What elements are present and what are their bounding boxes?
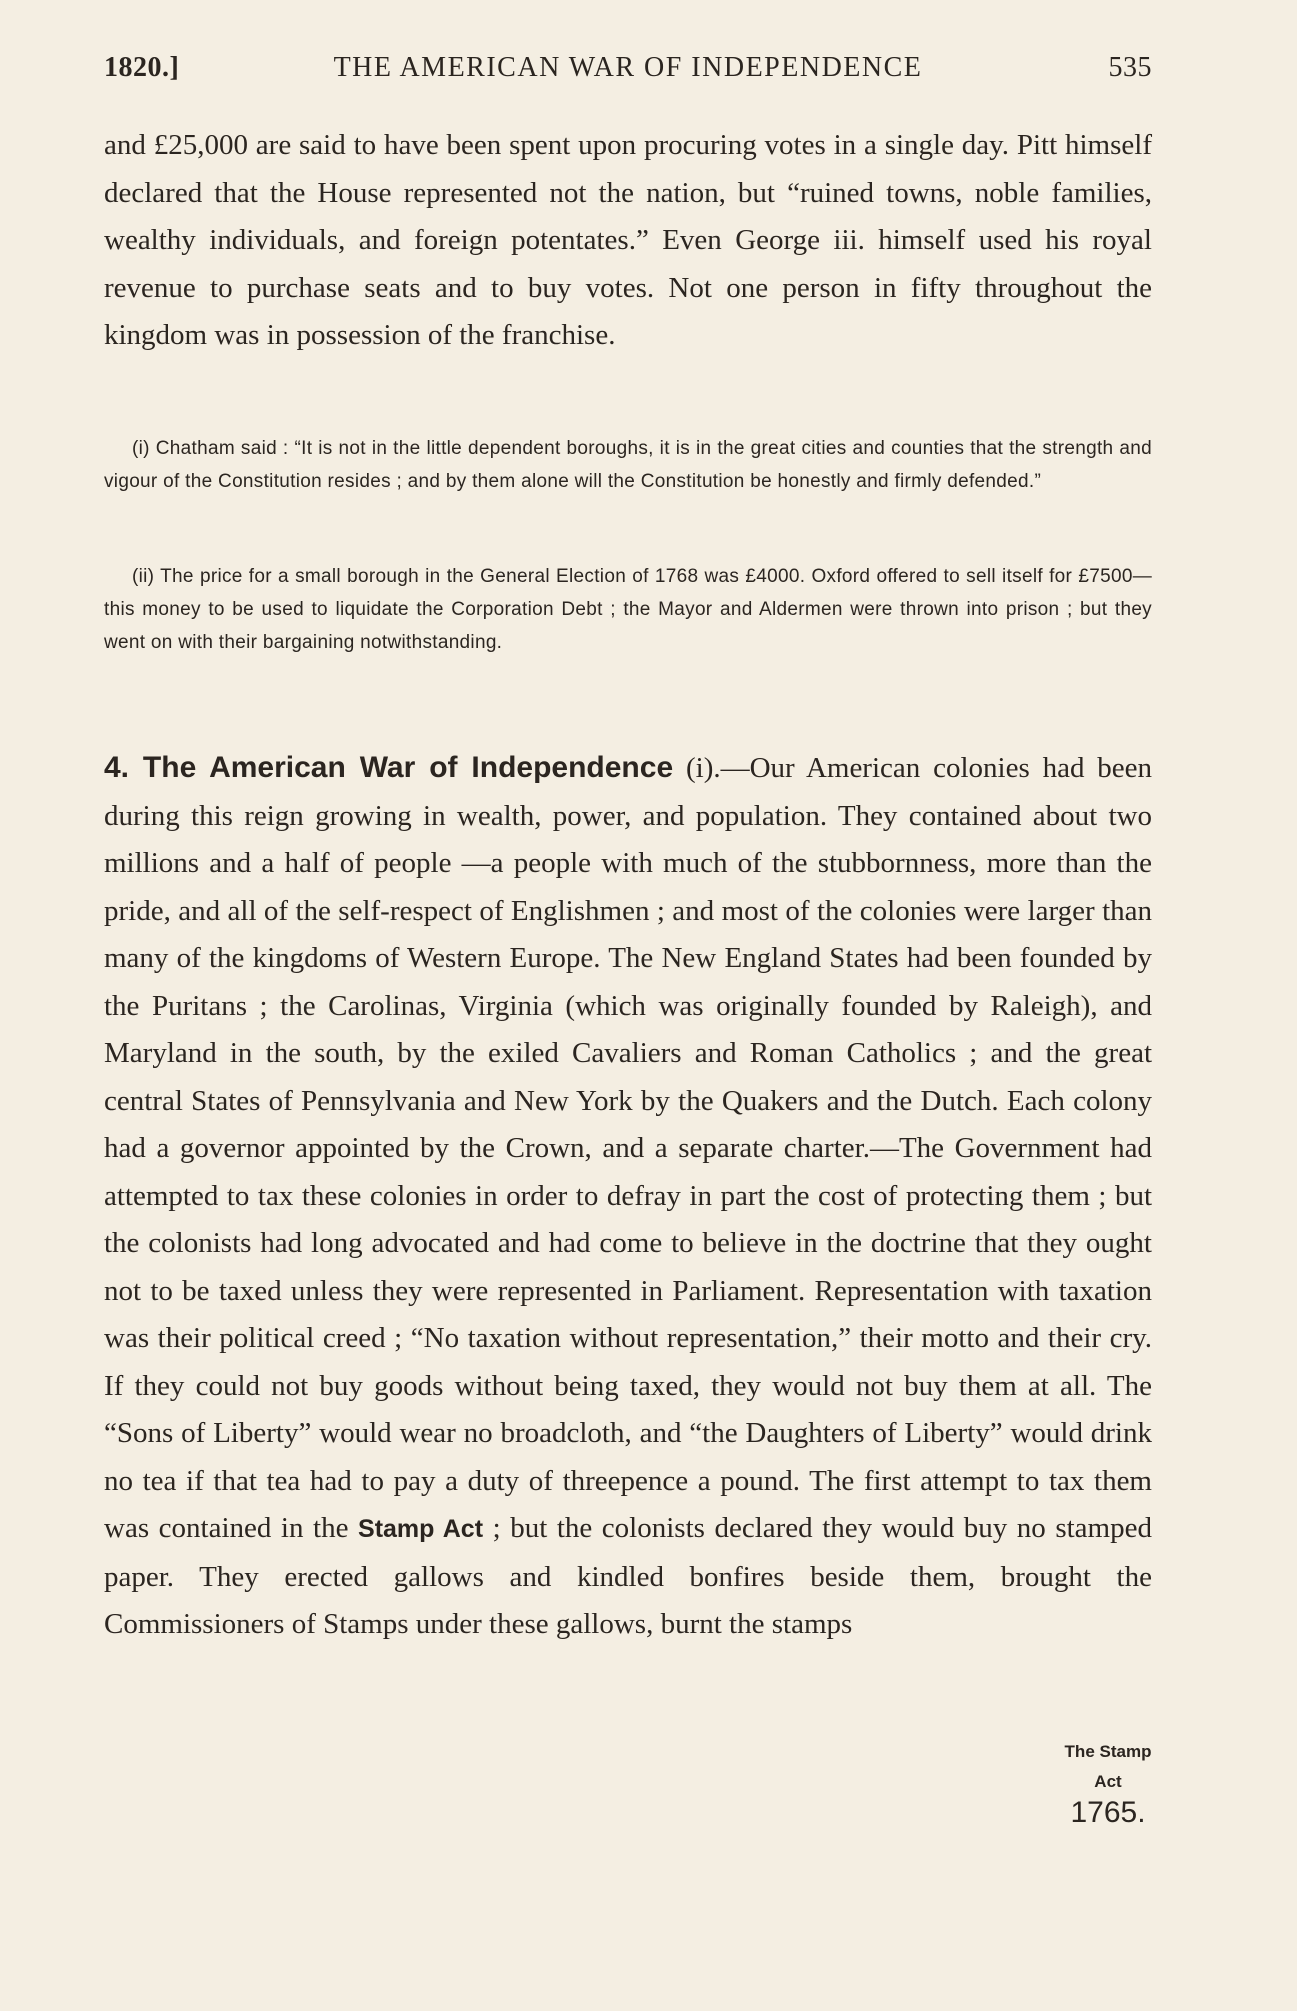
margin-note-year: 1765. <box>1070 1796 1146 1829</box>
section-paragraph <box>104 744 1152 1649</box>
header-year: 1820.] <box>104 52 180 83</box>
intro-paragraph: and £25,000 are said to have been spent upon procuring votes in a single day. Pitt himself declared that the House represented not the nation, but “ruined towns, noble families, wealthy individuals, and foreign potentates.” Even George iii. himself used his royal revenue to purchase seats and to buy votes. Not one person in fifty throughout the kingdom was in possession of the franchise. <box>104 129 1152 351</box>
margin-note-stamp-act <box>1058 1740 1158 1830</box>
page-number: 535 <box>1108 52 1152 83</box>
intro-block <box>104 122 1152 360</box>
section-heading: 4. The American War of Independence <box>104 751 674 784</box>
footnote-block-2 <box>104 560 1152 659</box>
footnote-chatham: (i) Chatham said : “It is not in the little dependent boroughs, it is in the great cities and counties that the strength and vigour of the Constitution resides ; and by them alone will the Constitution be honestly and firmly defended.” <box>104 438 1152 492</box>
stamp-act-term: Stamp Act <box>358 1515 484 1543</box>
margin-note-line-2: Act <box>1094 1772 1122 1791</box>
section-text-part-1: —Our American colonies had been during this reign growing in wealth, power, and population. They contained about two millions and a half of people —a people with much of the stubbornness, more than the pride, and all of the self-respect of Englishmen ; and most of the colonies were larger than many of the kingdoms of Western Europe. The New England States had been founded by the Puritans ; the Carolinas, Virginia (which was originally founded by Raleigh), and Maryland in the south, by the exiled Cavaliers and Roman Catholics ; and the great central States of Pennsylvania and New York by the Quakers and the Dutch. Each colony had a governor appointed by the Crown, and a separate charter.—The Government had attempted to tax these colonies in order to defray in part the cost of protecting them ; but the colonists had long advocated and had come to believe in the doctrine that they ought not to be taxed unless they were represented in Parliament. Representation with taxation was their political creed ; “No taxation without representation,” their motto and their cry. If they could not buy goods without being taxed, they would not buy them at all. The “Sons of Liberty” would wear no broadcloth, and “the Daughters of Liberty” would drink no tea if that tea had to pay a duty of threepence a pound. The first attempt to tax them was contained in the <box>104 752 1153 1544</box>
margin-note-line-1: The Stamp <box>1064 1742 1152 1761</box>
section-reference: (i). <box>685 752 721 784</box>
footnote-block-1 <box>104 432 1152 498</box>
footnote-borough-price: (ii) The price for a small borough in the General Election of 1768 was £4000. Oxford offered to sell itself for £7500—this money to be used to liquidate the Corporation Debt ; the Mayor and Aldermen were thrown into prison ; but they went on with their bargaining notwithstanding. <box>104 566 1152 653</box>
header-title: THE AMERICAN WAR OF INDEPENDENCE <box>333 52 923 83</box>
running-head <box>104 52 1152 92</box>
section-text-part-2: ; but the colonists declared they would buy no stamped paper. They erected gallows and kindled bonfires beside them, brought the Commissioners of Stamps under these gallows, burnt the stamps <box>104 1512 1152 1640</box>
section-american-war <box>104 744 1152 1649</box>
